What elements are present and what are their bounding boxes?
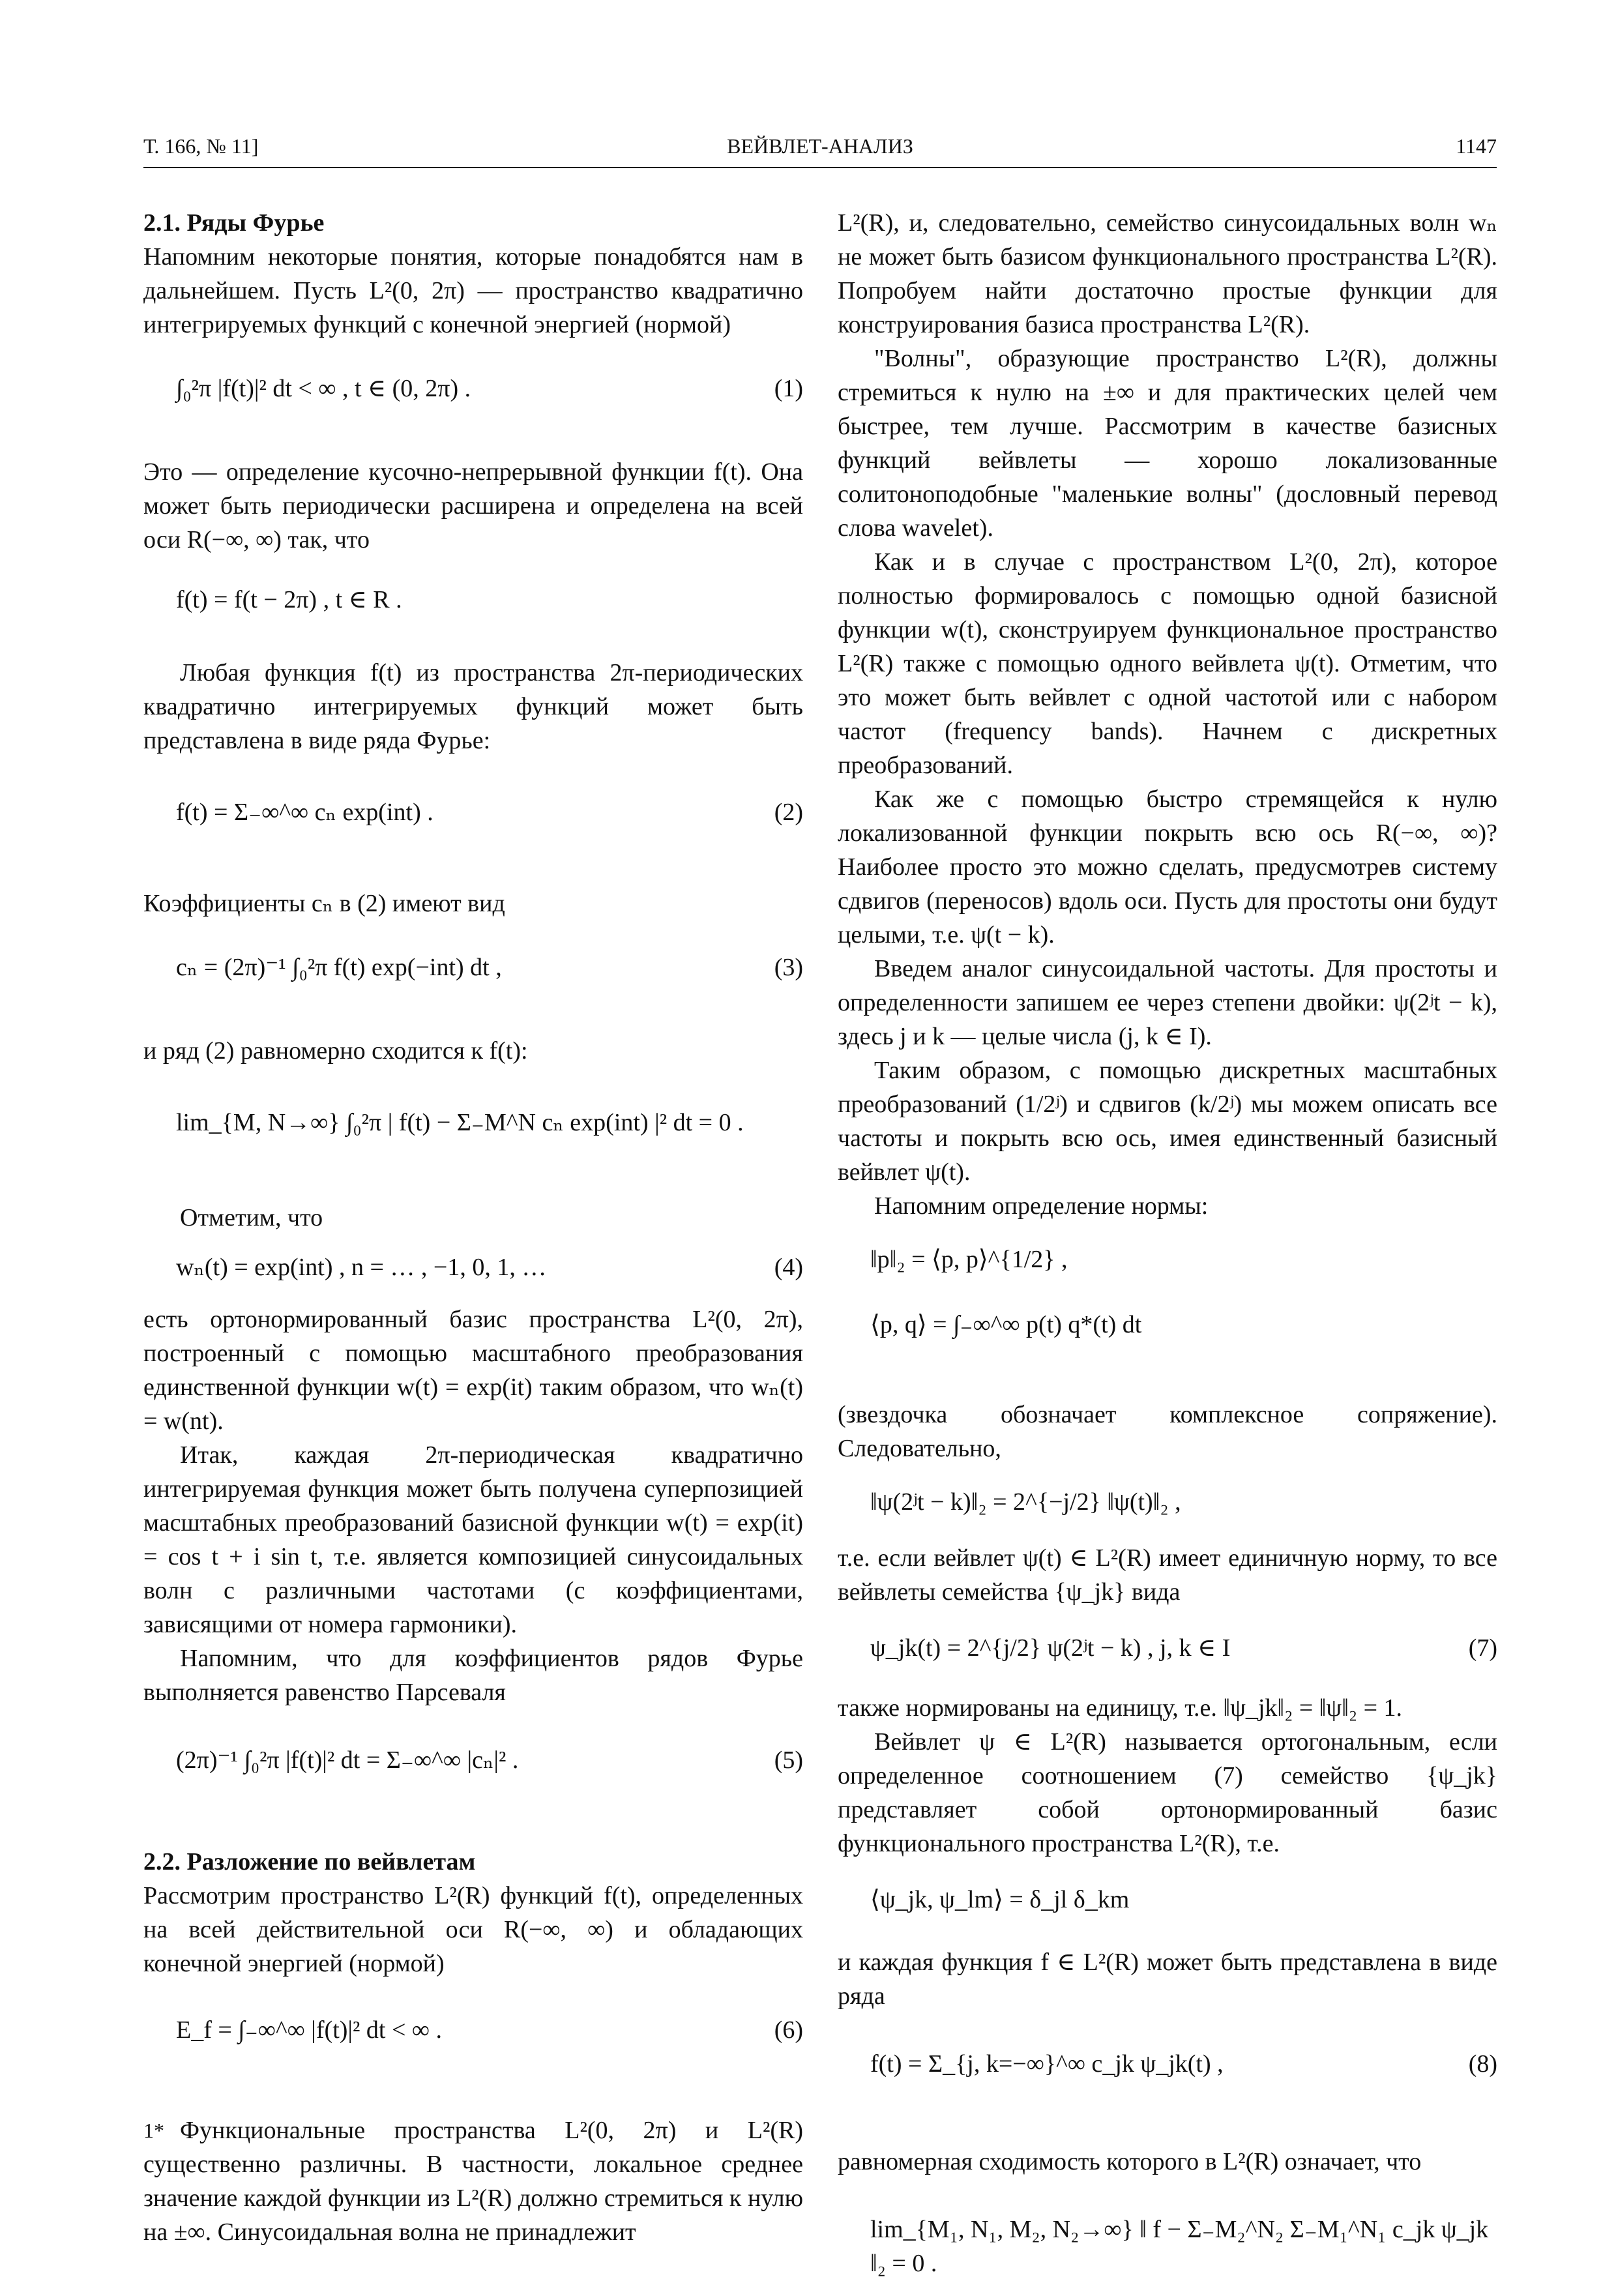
- equation-body: ⟨p, q⟩ = ∫₋∞^∞ p(t) q*(t) dt: [870, 1311, 1142, 1338]
- equation-5: [176, 1725, 803, 1815]
- running-title: ВЕЙВЛЕТ-АНАЛИЗ: [727, 134, 913, 158]
- journal-volume: Т. 166, № 11]: [143, 134, 259, 158]
- equation-body: lim_{M₁, N₁, M₂, N₂→∞} ‖ f − Σ₋M₂^N₂ Σ₋M₁^N₁ c_jk ψ_jk ‖₂ = 0 .: [870, 2216, 1489, 2277]
- equation-limit: [176, 1087, 803, 1177]
- paragraph: Как же с помощью быстро стремящейся к нулю локализованной функции покрыть всю ось R(−∞, ∞)? Наиболее просто это можно сделать, предусмотрев систему сдвигов (переносов) вдоль оси. Пусть для простоты они будут целыми, т.е. ψ(t − k).: [838, 786, 1497, 949]
- paragraph: Коэффициенты cₙ в (2) имеют вид: [143, 890, 505, 917]
- section-title-wavelets: 2.2. Разложение по вейвлетам: [143, 1848, 476, 1876]
- equation-scaled-norm: [870, 1485, 1497, 1519]
- equation-number: (4): [774, 1254, 803, 1281]
- equation-number: (3): [774, 954, 803, 981]
- equation-inner-product: [870, 1289, 1497, 1379]
- paragraph: есть ортонормированный базис пространства L²(0, 2π), построенный с помощью масштабного преобразования единственной функции w(t) = exp(it) таким образом, что wₙ(t) = w(nt).: [143, 1306, 803, 1435]
- equation-body: ‖p‖₂ = ⟨p, p⟩^{1/2} ,: [870, 1246, 1068, 1273]
- paragraph: Напомним определение нормы:: [874, 1192, 1209, 1220]
- paragraph: Введем аналог синусоидальной частоты. Для простоты и определенности запишем ее через степени двойки: ψ(2ʲt − k), здесь j и k — целые числа (j, k ∈ I).: [838, 955, 1497, 1050]
- paragraph: Любая функция f(t) из пространства 2π-периодических квадратично интегрируемых функций может быть представлена в виде ряда Фурье:: [143, 659, 803, 754]
- equation-periodic: [176, 583, 803, 617]
- right-column: [838, 206, 1497, 2296]
- paragraph: также нормированы на единицу, т.е. ‖ψ_jk‖₂ = ‖ψ‖₂ = 1.: [838, 1694, 1403, 1722]
- paragraph: Таким образом, с помощью дискретных масштабных преобразований (1/2ʲ) и сдвигов (k/2ʲ) мы можем описать все частоты и покрыть всю ось, имея единственный базисный вейвлет ψ(t).: [838, 1057, 1497, 1186]
- equation-number: (8): [1468, 2050, 1497, 2078]
- equation-2: [176, 777, 803, 867]
- equation-body: lim_{M, N→∞} ∫₀²π | f(t) − Σ₋M^N cₙ exp(int) |² dt = 0 .: [176, 1109, 744, 1136]
- paragraph: Рассмотрим пространство L²(R) функций f(t), определенных на всей действительной оси R(−∞, ∞) и обладающих конечной энергией (нормой): [143, 1882, 803, 1977]
- equation-body: E_f = ∫₋∞^∞ |f(t)|² dt < ∞ .: [176, 2016, 442, 2044]
- section-title-fourier: 2.1. Ряды Фурье: [143, 209, 325, 237]
- paragraph: L²(R), и, следовательно, семейство синусоидальных волн wₙ не может быть базисом функционального пространства L²(R). Попробуем найти достаточно простые функции для конструирования базиса пространства L²(R).: [838, 209, 1497, 338]
- equation-7: [870, 1631, 1497, 1665]
- page-number: 1147: [1456, 134, 1497, 158]
- paragraph: Как и в случае с пространством L²(0, 2π), которое полностью формировалось с помощью одной базисной функции w(t), сконструируем функциональное пространство L²(R) также с помощью одного вейвлета ψ(t). Отметим, что это может быть вейвлет с одной частотой или с набором частот (frequency bands). Начнем с дискретных преобразований.: [838, 548, 1497, 779]
- equation-8: [870, 2029, 1497, 2119]
- equation-orthonormality: [870, 1883, 1497, 1917]
- footnote-mark: 1*: [143, 2119, 164, 2142]
- equation-number: (7): [1468, 1634, 1497, 1662]
- paragraph: равномерная сходимость которого в L²(R) означает, что: [838, 2148, 1422, 2175]
- left-column: [143, 206, 803, 2249]
- running-header: [143, 134, 1497, 168]
- equation-body: ‖ψ(2ʲt − k)‖₂ = 2^{−j/2} ‖ψ(t)‖₂ ,: [870, 1488, 1181, 1516]
- equation-body: f(t) = Σ₋∞^∞ cₙ exp(int) .: [176, 799, 433, 826]
- equation-number: (5): [774, 1746, 803, 1774]
- paragraph: т.е. если вейвлет ψ(t) ∈ L²(R) имеет единичную норму, то все вейвлеты семейства {ψ_jk} вида: [838, 1544, 1497, 1606]
- equation-body: ψ_jk(t) = 2^{j/2} ψ(2ʲt − k) , j, k ∈ I: [870, 1634, 1231, 1662]
- paragraph: Вейвлет ψ ∈ L²(R) называется ортогональным, если определенное соотношением (7) семейство {ψ_jk} представляет собой ортонормированный базис функционального пространства L²(R), т.е.: [838, 1728, 1497, 1857]
- equation-number: (1): [774, 375, 803, 402]
- equation-body: f(t) = Σ_{j, k=−∞}^∞ c_jk ψ_jk(t) ,: [870, 2050, 1224, 2078]
- equation-3: [176, 932, 803, 1022]
- paragraph: и ряд (2) равномерно сходится к f(t):: [143, 1037, 528, 1065]
- equation-convergence: [870, 2194, 1497, 2284]
- paragraph: и каждая функция f ∈ L²(R) может быть представлена в виде ряда: [838, 1949, 1497, 2010]
- paragraph: Это — определение кусочно-непрерывной функции f(t). Она может быть периодически расширена и определена на всей оси R(−∞, ∞) так, что: [143, 458, 803, 553]
- equation-number: (2): [774, 799, 803, 826]
- equation-body: wₙ(t) = exp(int) , n = … , −1, 0, 1, …: [176, 1254, 547, 1281]
- equation-1: [176, 353, 803, 443]
- paragraph: Итак, каждая 2π-периодическая квадратично интегрируемая функция может быть получена суперпозицией масштабных преобразований базисной функции w(t) = exp(it) = cos t + i sin t, т.е. является композицией синусоидальных волн с различными частотами (с коэффициентами, зависящими от номера гармоники).: [143, 1441, 803, 1638]
- paragraph: "Волны", образующие пространство L²(R), должны стремиться к нулю на ±∞ и для практических целей чем быстрее, тем лучше. Рассмотрим в качестве базисных функций вейвлеты — хорошо локализованные солитоноподобные "маленькие волны" (дословный перевод слова wavelet).: [838, 345, 1497, 542]
- paragraph: Отметим, что: [180, 1204, 323, 1231]
- paragraph: Напомним некоторые понятия, которые понадобятся нам в дальнейшем. Пусть L²(0, 2π) — пространство квадратично интегрируемых функций с конечной энергией (нормой): [143, 243, 803, 338]
- equation-body: cₙ = (2π)⁻¹ ∫₀²π f(t) exp(−int) dt ,: [176, 954, 502, 981]
- equation-body: f(t) = f(t − 2π) , t ∈ R .: [176, 586, 402, 613]
- equation-4: [176, 1250, 803, 1284]
- equation-number: (6): [774, 2016, 803, 2044]
- equation-body: (2π)⁻¹ ∫₀²π |f(t)|² dt = Σ₋∞^∞ |cₙ|² .: [176, 1746, 519, 1774]
- equation-body: ⟨ψ_jk, ψ_lm⟩ = δ_jl δ_km: [870, 1886, 1130, 1913]
- paragraph: Функциональные пространства L²(0, 2π) и L²(R) существенно различны. В частности, локальное среднее значение каждой функции из L²(R) должно стремиться к нулю на ±∞. Синусоидальная волна не принадлежит: [143, 2117, 803, 2246]
- equation-6: [176, 1995, 803, 2085]
- paragraph: (звездочка обозначает комплексное сопряжение). Следовательно,: [838, 1401, 1497, 1462]
- equation-norm: [870, 1243, 1497, 1276]
- paragraph: Напомним, что для коэффициентов рядов Фурье выполняется равенство Парсеваля: [143, 1645, 803, 1706]
- equation-body: ∫₀²π |f(t)|² dt < ∞ , t ∈ (0, 2π) .: [176, 375, 471, 402]
